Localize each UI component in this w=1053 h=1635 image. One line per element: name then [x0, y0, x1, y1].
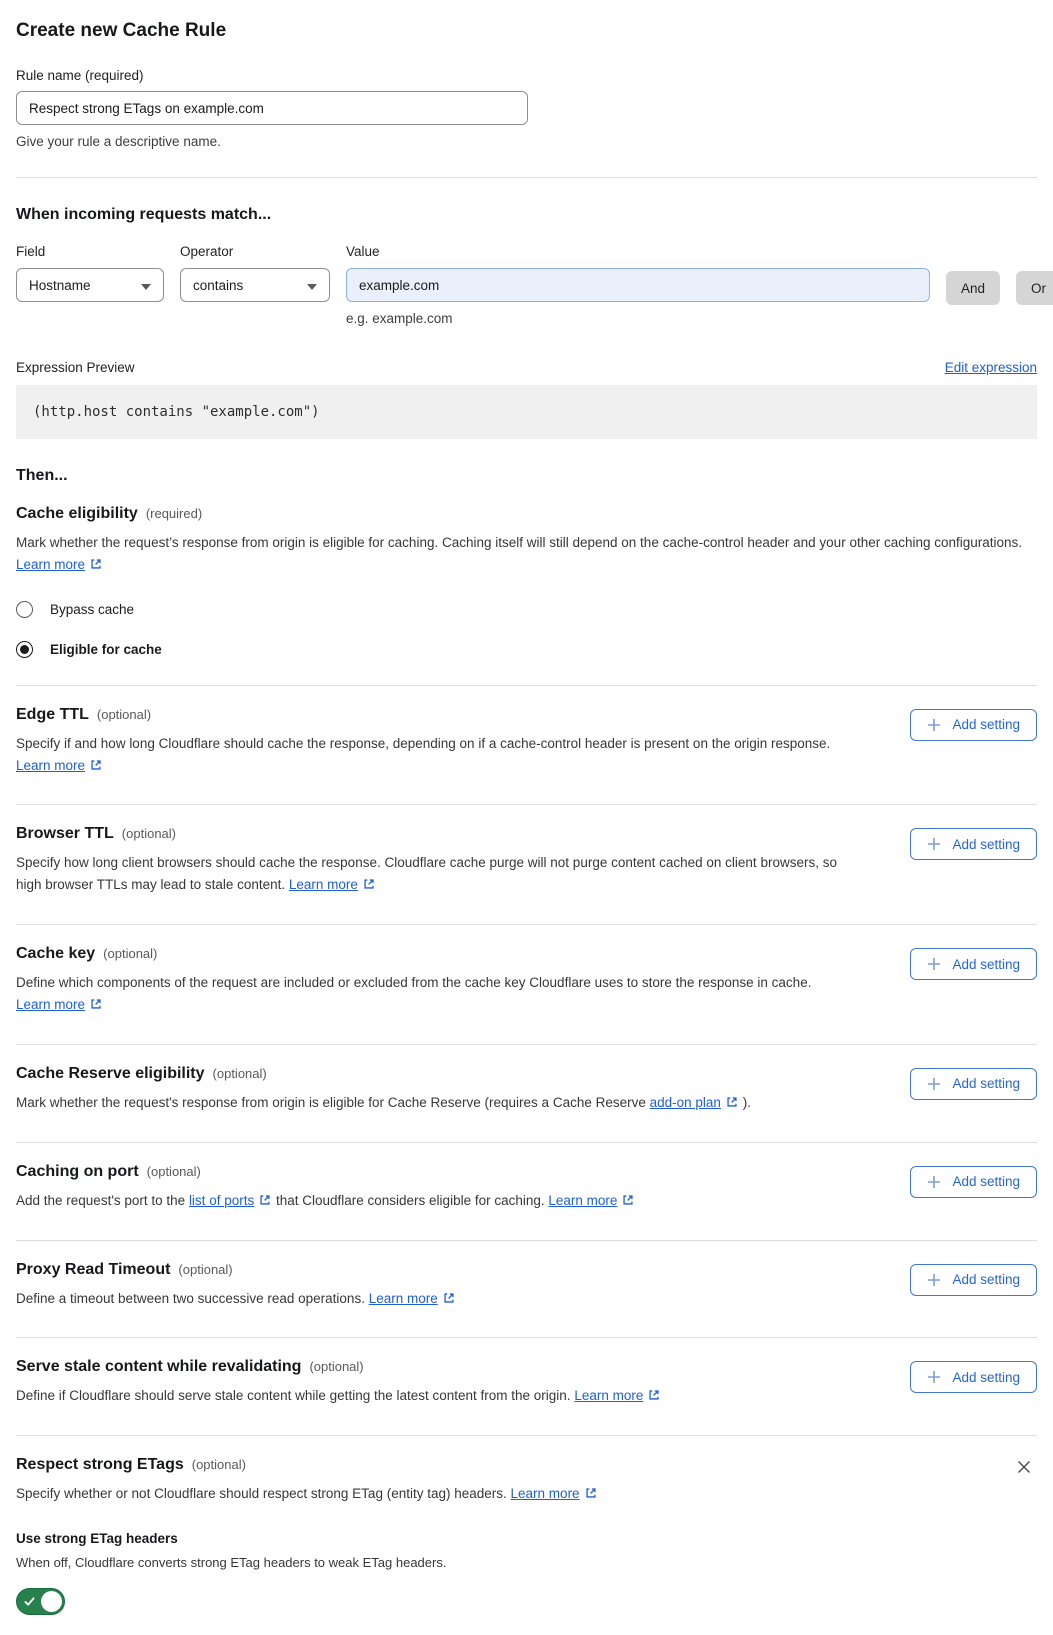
add-setting-label: Add setting: [952, 956, 1020, 972]
radio-label: Bypass cache: [50, 601, 135, 617]
section-title: Browser TTL: [16, 825, 114, 843]
section-description: [16, 1483, 598, 1507]
section-title: Cache Reserve eligibility: [16, 1064, 205, 1082]
chevron-down-icon: [141, 278, 151, 293]
page-title: Create new Cache Rule: [16, 20, 227, 41]
plus-icon: [927, 957, 941, 971]
plus-icon: [927, 718, 941, 732]
description-text: Define a timeout between two successive read operations.: [16, 1290, 369, 1306]
section-description: [16, 1190, 635, 1214]
learn-more-link[interactable]: Learn more: [16, 997, 86, 1013]
then-heading: Then...: [16, 467, 68, 484]
serve-stale-section: [16, 1337, 1037, 1435]
plus-icon: [927, 837, 941, 851]
operator-select-value: contains: [193, 277, 244, 293]
radio-label: Eligible for cache: [50, 641, 162, 657]
use-strong-etag-headers-title: Use strong ETag headers: [16, 1531, 178, 1547]
section-title: Respect strong ETags: [16, 1456, 184, 1474]
add-setting-label: Add setting: [952, 1369, 1020, 1385]
cache-eligibility-section: [16, 505, 1037, 658]
caching-on-port-section: [16, 1142, 1037, 1240]
value-hint: e.g. example.com: [346, 311, 453, 326]
description-text: Mark whether the request’s response from origin is eligible for caching. Caching itself will still depend on the cache-control header and your other caching configurations.: [16, 535, 1023, 550]
description-text: Specify if and how long Cloudflare should cache the response, depending on if a cache-control header is present on the origin response.: [16, 735, 831, 751]
eligible-for-cache-radio[interactable]: [16, 641, 1037, 658]
add-on-plan-link[interactable]: add-on plan: [649, 1094, 721, 1110]
divider: [16, 177, 1037, 178]
cache-eligibility-description: [16, 532, 1026, 578]
add-setting-button[interactable]: [910, 1264, 1037, 1296]
external-link-icon: [725, 1094, 739, 1116]
description-text: Specify how long client browsers should cache the response. Cloudflare cache purge will not purge content cached on client browsers, so high browser TTLs may lead to stale content.: [16, 855, 837, 893]
section-title: Serve stale content while revalidating: [16, 1358, 302, 1376]
external-link-icon: [258, 1192, 272, 1214]
radio-unchecked-icon: [16, 601, 33, 618]
description-text: ).: [738, 1094, 751, 1110]
external-link-icon: [647, 1387, 661, 1409]
add-setting-label: Add setting: [952, 1272, 1020, 1288]
plus-icon: [927, 1273, 941, 1287]
browser-ttl-section: [16, 804, 1037, 924]
field-select-value: Hostname: [29, 277, 91, 293]
optional-badge: (optional): [146, 1163, 201, 1179]
description-text: Define which components of the request are included or excluded from the cache key Cloudflare uses to store the response in cache.: [16, 975, 812, 991]
description-text: that Cloudflare considers eligible for caching.: [272, 1192, 549, 1208]
expression-code-block: (http.host contains "example.com"): [16, 385, 1037, 439]
learn-more-link[interactable]: Learn more: [574, 1388, 644, 1404]
external-link-icon: [89, 996, 103, 1018]
add-setting-label: Add setting: [952, 1174, 1020, 1190]
required-badge: (required): [145, 506, 203, 521]
description-text: Define if Cloudflare should serve stale content while getting the latest content from the origin.: [16, 1388, 575, 1404]
external-link-icon: [362, 876, 376, 898]
operator-select[interactable]: [180, 268, 330, 302]
strong-etag-toggle[interactable]: [16, 1588, 65, 1615]
match-condition-row: [16, 244, 1047, 326]
radio-checked-icon: [16, 641, 33, 658]
optional-badge: (optional): [96, 706, 152, 722]
add-setting-button[interactable]: [910, 1361, 1037, 1393]
add-setting-button[interactable]: [910, 709, 1037, 741]
plus-icon: [927, 1077, 941, 1091]
close-icon[interactable]: [1013, 1456, 1035, 1481]
cache-eligibility-title-row: [16, 505, 1037, 523]
bypass-cache-radio[interactable]: [16, 601, 1037, 618]
and-button[interactable]: And: [946, 271, 1000, 305]
rule-name-label: Rule name (required): [16, 68, 144, 83]
learn-more-link[interactable]: Learn more: [288, 877, 358, 893]
respect-strong-etags-section: [16, 1435, 1037, 1615]
section-title: Proxy Read Timeout: [16, 1260, 171, 1278]
optional-badge: (optional): [103, 946, 158, 962]
section-description: [16, 852, 866, 898]
plus-icon: [927, 1175, 941, 1189]
section-description: [16, 1092, 751, 1116]
learn-more-link[interactable]: Learn more: [510, 1486, 580, 1502]
list-of-ports-link[interactable]: list of ports: [188, 1192, 255, 1208]
section-title: Edge TTL: [16, 705, 89, 723]
description-text: Add the request's port to the: [16, 1192, 189, 1208]
section-description: [16, 972, 866, 1018]
field-select[interactable]: [16, 268, 164, 302]
cache-key-section: [16, 924, 1037, 1044]
section-title: Caching on port: [16, 1162, 139, 1180]
add-setting-label: Add setting: [952, 836, 1020, 852]
edge-ttl-section: [16, 685, 1037, 805]
section-description: [16, 733, 866, 779]
chevron-down-icon: [307, 278, 317, 293]
cache-eligibility-title: Cache eligibility: [16, 505, 138, 522]
learn-more-link[interactable]: Learn more: [368, 1290, 438, 1306]
operator-column: [180, 244, 330, 302]
or-button[interactable]: Or: [1016, 271, 1053, 305]
section-title: Cache key: [16, 945, 96, 963]
cache-eligibility-options: [16, 601, 1037, 658]
and-or-buttons: [946, 271, 1053, 305]
external-link-icon: [89, 556, 103, 578]
add-setting-button[interactable]: [910, 948, 1037, 980]
value-input[interactable]: [346, 268, 930, 302]
learn-more-link[interactable]: Learn more: [16, 556, 86, 572]
use-strong-etag-headers-description: When off, Cloudflare converts strong ETag headers to weak ETag headers.: [16, 1555, 447, 1571]
optional-badge: (optional): [191, 1457, 246, 1473]
operator-label: Operator: [180, 244, 234, 259]
add-setting-button[interactable]: [910, 1068, 1037, 1100]
add-setting-button[interactable]: [910, 1166, 1037, 1198]
rule-name-help: Give your rule a descriptive name.: [16, 134, 221, 149]
optional-badge: (optional): [121, 826, 176, 842]
external-link-icon: [442, 1290, 456, 1312]
optional-badge: (optional): [178, 1261, 233, 1277]
match-heading: When incoming requests match...: [16, 206, 272, 223]
field-column: [16, 244, 164, 302]
description-text: Specify whether or not Cloudflare should respect strong ETag (entity tag) headers.: [16, 1486, 511, 1502]
description-text: Mark whether the request's response from origin is eligible for Cache Reserve (requires a Cache Reserve: [16, 1094, 650, 1110]
section-description: [16, 1385, 661, 1409]
field-label: Field: [16, 244, 46, 259]
check-icon: [24, 1596, 35, 1607]
optional-badge: (optional): [309, 1359, 364, 1375]
learn-more-link[interactable]: Learn more: [548, 1192, 618, 1208]
cache-reserve-eligibility-section: [16, 1044, 1037, 1142]
value-label: Value: [346, 244, 380, 259]
plus-icon: [927, 1370, 941, 1384]
add-setting-label: Add setting: [952, 1076, 1020, 1092]
add-setting-button[interactable]: [910, 828, 1037, 860]
learn-more-link[interactable]: Learn more: [16, 757, 86, 773]
expression-preview-header: [16, 360, 1037, 375]
external-link-icon: [584, 1485, 598, 1507]
edit-expression-link[interactable]: Edit expression: [944, 360, 1037, 375]
value-column: [346, 244, 930, 326]
section-description: [16, 1288, 456, 1312]
expression-preview-label: Expression Preview: [16, 360, 135, 375]
toggle-knob: [41, 1591, 62, 1612]
optional-badge: (optional): [212, 1065, 267, 1081]
add-setting-label: Add setting: [952, 717, 1020, 733]
external-link-icon: [89, 757, 103, 779]
external-link-icon: [621, 1192, 635, 1214]
proxy-read-timeout-section: [16, 1240, 1037, 1338]
rule-name-input[interactable]: [16, 91, 528, 125]
